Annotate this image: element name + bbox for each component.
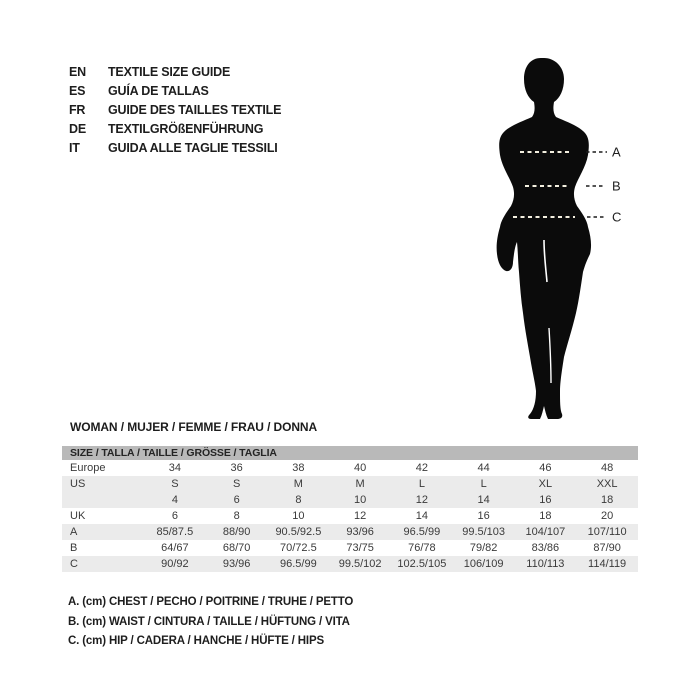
title-row-en: [69, 63, 281, 82]
row-label: Europe: [70, 462, 106, 474]
size-cell: 8: [295, 494, 302, 506]
row-label: [62, 492, 144, 508]
size-cell: 12: [354, 510, 367, 522]
size-cell: XXL: [596, 478, 618, 490]
woman-silhouette-diagram: [440, 50, 700, 430]
size-cell: 110/113: [526, 558, 565, 570]
size-cell: 16: [539, 494, 552, 506]
title-text: GUIDE DES TAILLES TEXTILE: [108, 103, 282, 117]
size-table: [62, 446, 638, 572]
size-cell: 14: [415, 510, 428, 522]
title-row-it: [69, 139, 281, 158]
title-row-fr: [69, 101, 281, 120]
size-cell: 83/86: [531, 542, 560, 554]
size-cell: 96.5/99: [403, 526, 441, 538]
size-cell: 42: [415, 462, 428, 474]
size-cell: 10: [292, 510, 305, 522]
lang-code: EN: [69, 65, 86, 79]
table-row-uk: [62, 508, 638, 524]
size-cell: S: [232, 478, 241, 490]
legend-chest: A. (cm) CHEST / PECHO / POITRINE / TRUHE / PETTO: [68, 596, 354, 608]
size-cell: S: [171, 478, 179, 490]
row-label: US: [70, 478, 86, 490]
size-cell: 96.5/99: [280, 558, 317, 570]
size-cell: 10: [354, 494, 367, 506]
row-label: B: [70, 542, 78, 554]
title-row-es: [69, 82, 281, 101]
size-cell: M: [355, 478, 365, 490]
row-label: C: [70, 558, 78, 570]
marker-label-c: C: [612, 209, 622, 225]
table-row-hip-c: [62, 556, 638, 572]
size-cell: 12: [415, 494, 428, 506]
lang-code: FR: [69, 103, 86, 117]
size-cell: 38: [292, 462, 305, 474]
size-cell: 44: [477, 462, 490, 474]
woman-silhouette-icon: [497, 58, 591, 419]
language-title-block: [69, 63, 281, 158]
size-cell: 90/92: [161, 558, 189, 570]
table-row-chest-a: [62, 524, 638, 540]
size-cell: 104/107: [525, 526, 566, 538]
size-cell: 93/96: [222, 558, 251, 570]
lang-code: DE: [69, 122, 86, 136]
size-cell: 79/82: [469, 542, 498, 554]
size-cell: XL: [538, 478, 553, 490]
size-cell: 99.5/103: [462, 526, 506, 538]
legend-hip: C. (cm) HIP / CADERA / HANCHE / HÜFTE / HIPS: [68, 635, 325, 647]
section-label-woman: WOMAN / MUJER / FEMME / FRAU / DONNA: [70, 420, 318, 434]
size-cell: 73/75: [346, 542, 374, 554]
size-table-header: SIZE / TALLA / TAILLE / GRÖSSE / TAGLIA: [62, 446, 638, 460]
size-cell: 6: [171, 510, 178, 522]
size-cell: 87/90: [593, 542, 621, 554]
size-cell: 107/110: [587, 526, 627, 538]
size-cell: 18: [539, 510, 552, 522]
measurement-figure: [440, 50, 700, 430]
table-row-us-numbers: [62, 492, 638, 508]
size-cell: 106/109: [463, 558, 504, 570]
size-cell: L: [480, 478, 487, 490]
size-cell: 48: [601, 462, 614, 474]
title-text: GUIDA ALLE TAGLIE TESSILI: [108, 141, 278, 155]
table-row-europe: [62, 460, 638, 476]
lang-code: ES: [69, 84, 86, 98]
title-text: GUÍA DE TALLAS: [108, 84, 209, 98]
size-cell: 18: [601, 494, 614, 506]
size-cell: 68/70: [222, 542, 251, 554]
size-cell: 93/96: [346, 526, 374, 538]
size-cell: 46: [539, 462, 552, 474]
title-row-de: [69, 120, 281, 139]
size-cell: 85/87.5: [156, 526, 194, 538]
size-cell: 14: [477, 494, 490, 506]
title-text: TEXTILGRÖßENFÜHRUNG: [108, 122, 264, 136]
size-cell: 4: [171, 494, 178, 506]
size-cell: 36: [230, 462, 243, 474]
marker-label-a: A: [612, 144, 621, 160]
size-cell: 34: [168, 462, 181, 474]
size-cell: 99.5/102: [338, 558, 382, 570]
size-cell: L: [418, 478, 425, 490]
marker-label-b: B: [612, 178, 621, 194]
size-cell: 70/72.5: [280, 542, 317, 554]
row-label: A: [70, 526, 78, 538]
lang-code: IT: [69, 141, 80, 155]
size-cell: 16: [477, 510, 490, 522]
size-cell: 88/90: [222, 526, 251, 538]
size-cell: 102.5/105: [397, 558, 447, 570]
size-cell: 90.5/92.5: [275, 526, 322, 538]
table-row-waist-b: [62, 540, 638, 556]
size-cell: 20: [601, 510, 614, 522]
size-cell: 114/119: [588, 558, 627, 570]
size-cell: 76/78: [408, 542, 436, 554]
size-cell: 40: [354, 462, 367, 474]
row-label: UK: [70, 510, 86, 522]
size-cell: M: [293, 478, 303, 490]
size-cell: 8: [233, 510, 240, 522]
size-cell: 64/67: [161, 542, 189, 554]
title-text: TEXTILE SIZE GUIDE: [108, 65, 231, 79]
measurement-legend: [68, 593, 353, 652]
legend-waist: B. (cm) WAIST / CINTURA / TAILLE / HÜFTUNG / VITA: [68, 615, 350, 628]
table-row-us-letters: [62, 476, 638, 492]
size-cell: 6: [233, 494, 240, 506]
